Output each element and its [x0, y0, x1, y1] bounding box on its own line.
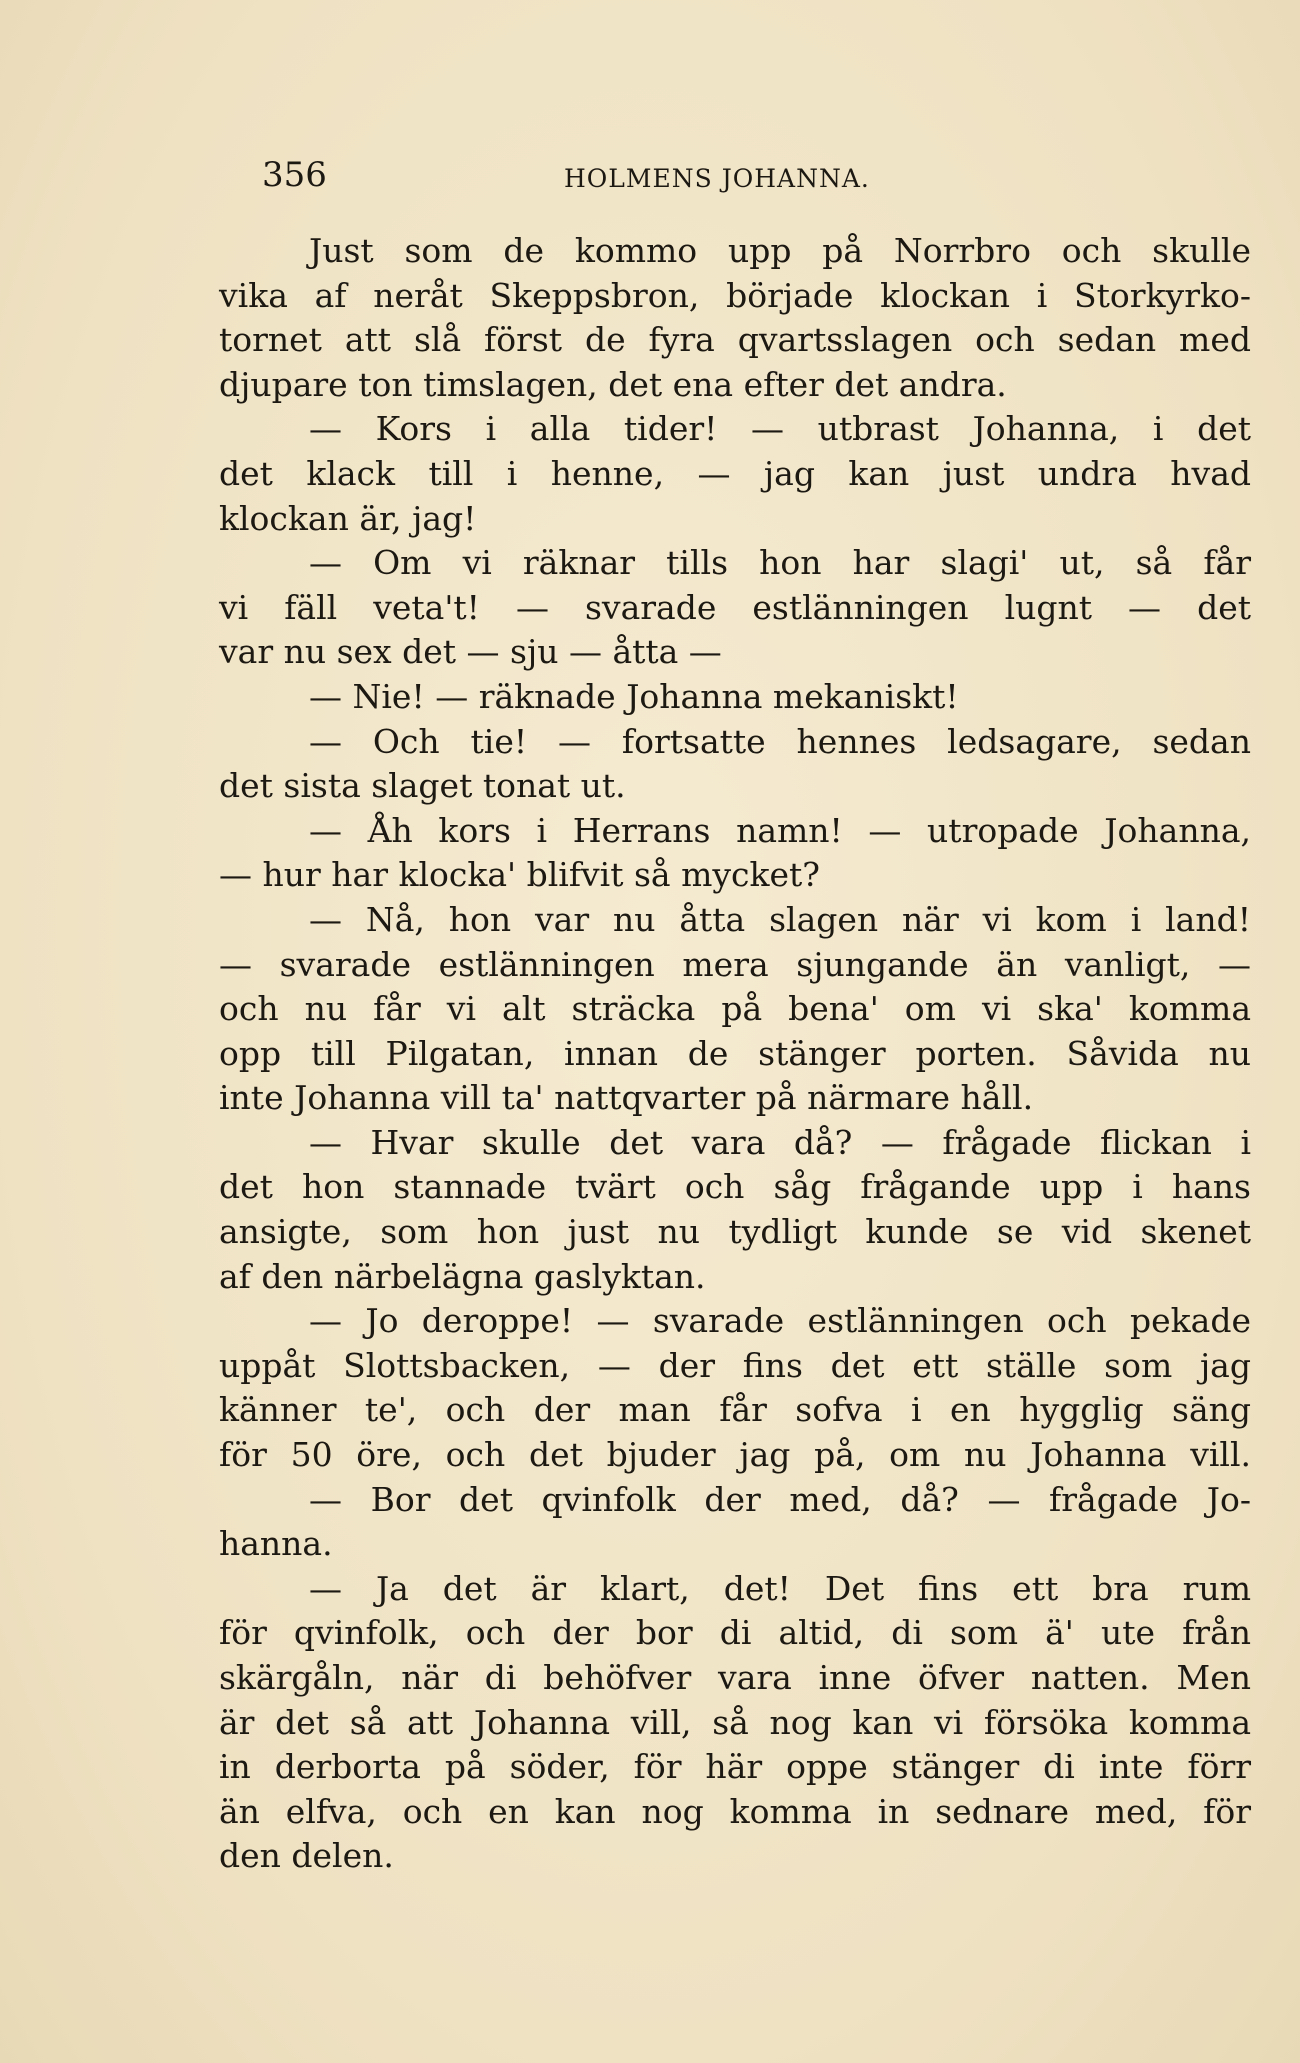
text-line: för qvinfolk, och der bor di altid, di som ä' ute från [219, 1613, 1251, 1653]
text-line: för 50 öre, och det bjuder jag på, om nu Johanna vill. [219, 1435, 1251, 1475]
text-line: — Åh kors i Herrans namn! — utropade Johanna, [309, 810, 1251, 850]
text-line: — svarade estlänningen mera sjungande än vanligt, — [219, 944, 1251, 984]
text-line: ansigte, som hon just nu tydligt kunde se vid skenet [219, 1212, 1251, 1252]
text-line: — Om vi räknar tills hon har slagi' ut, så får [309, 543, 1251, 583]
text-line: var nu sex det — sju — åtta — [219, 632, 722, 672]
running-head [262, 150, 1022, 200]
text-line: hanna. [219, 1524, 333, 1564]
running-title: HOLMENS JOHANNA. [564, 164, 870, 193]
text-line: — Och tie! — fortsatte hennes ledsagare, sedan [309, 721, 1251, 761]
text-line: djupare ton timslagen, det ena efter det andra. [219, 364, 1007, 404]
text-line: skärgåln, när di behöfver vara inne öfver natten. Men [219, 1658, 1251, 1697]
text-line: Just som de kommo upp på Norrbro och skulle [309, 231, 1251, 270]
text-line: — Jo deroppe! — svarade estlänningen och pekade [309, 1301, 1251, 1341]
text-line: — hur har klocka' blifvit så mycket? [219, 855, 820, 895]
text-line: uppåt Slottsbacken, — der fins det ett ställe som jag [219, 1345, 1251, 1385]
text-line: — Ja det är klart, det! Det fins ett bra rum [309, 1568, 1251, 1608]
text-line: in derborta på söder, för här oppe stänger di inte förr [219, 1747, 1251, 1787]
text-line: det klack till i henne, — jag kan just undra hvad [219, 453, 1251, 493]
page-number: 356 [262, 155, 327, 195]
text-line: och nu får vi alt sträcka på bena' om vi ska' komma [219, 989, 1251, 1029]
text-line: opp till Pilgatan, innan de stänger porten. Såvida nu [219, 1033, 1251, 1073]
text-line: — Nå, hon var nu åtta slagen när vi kom i land! [309, 899, 1251, 939]
text-line: tornet att slå först de fyra qvartsslagen och sedan med [219, 320, 1251, 360]
text-line: vika af neråt Skeppsbron, började klockan i Storkyrko- [219, 275, 1251, 315]
text-line: af den närbelägna gaslyktan. [219, 1256, 706, 1296]
text-line: — Nie! — räknade Johanna mekaniskt! [309, 676, 959, 716]
text-line: vi fäll veta't! — svarade estlänningen lugnt — det [219, 587, 1251, 627]
text-line: inte Johanna vill ta' nattqvarter på närmare håll. [219, 1078, 1034, 1118]
text-line: — Bor det qvinfolk der med, då? — frågade Jo- [309, 1479, 1251, 1519]
text-line: än elfva, och en kan nog komma in sednare med, för [219, 1791, 1251, 1831]
text-line: det sista slaget tonat ut. [219, 766, 626, 806]
text-line: — Hvar skulle det vara då? — frågade flickan i [309, 1122, 1251, 1162]
text-line: det hon stannade tvärt och såg frågande upp i hans [219, 1167, 1251, 1207]
text-line: känner te', och der man får sofva i en hygglig säng [219, 1390, 1251, 1430]
text-line: — Kors i alla tider! — utbrast Johanna, i det [309, 409, 1251, 449]
text-line: klockan är, jag! [219, 498, 477, 538]
text-line: den delen. [219, 1836, 394, 1876]
text-line: är det så att Johanna vill, så nog kan vi försöka komma [219, 1702, 1251, 1742]
body-text [219, 229, 1251, 1879]
